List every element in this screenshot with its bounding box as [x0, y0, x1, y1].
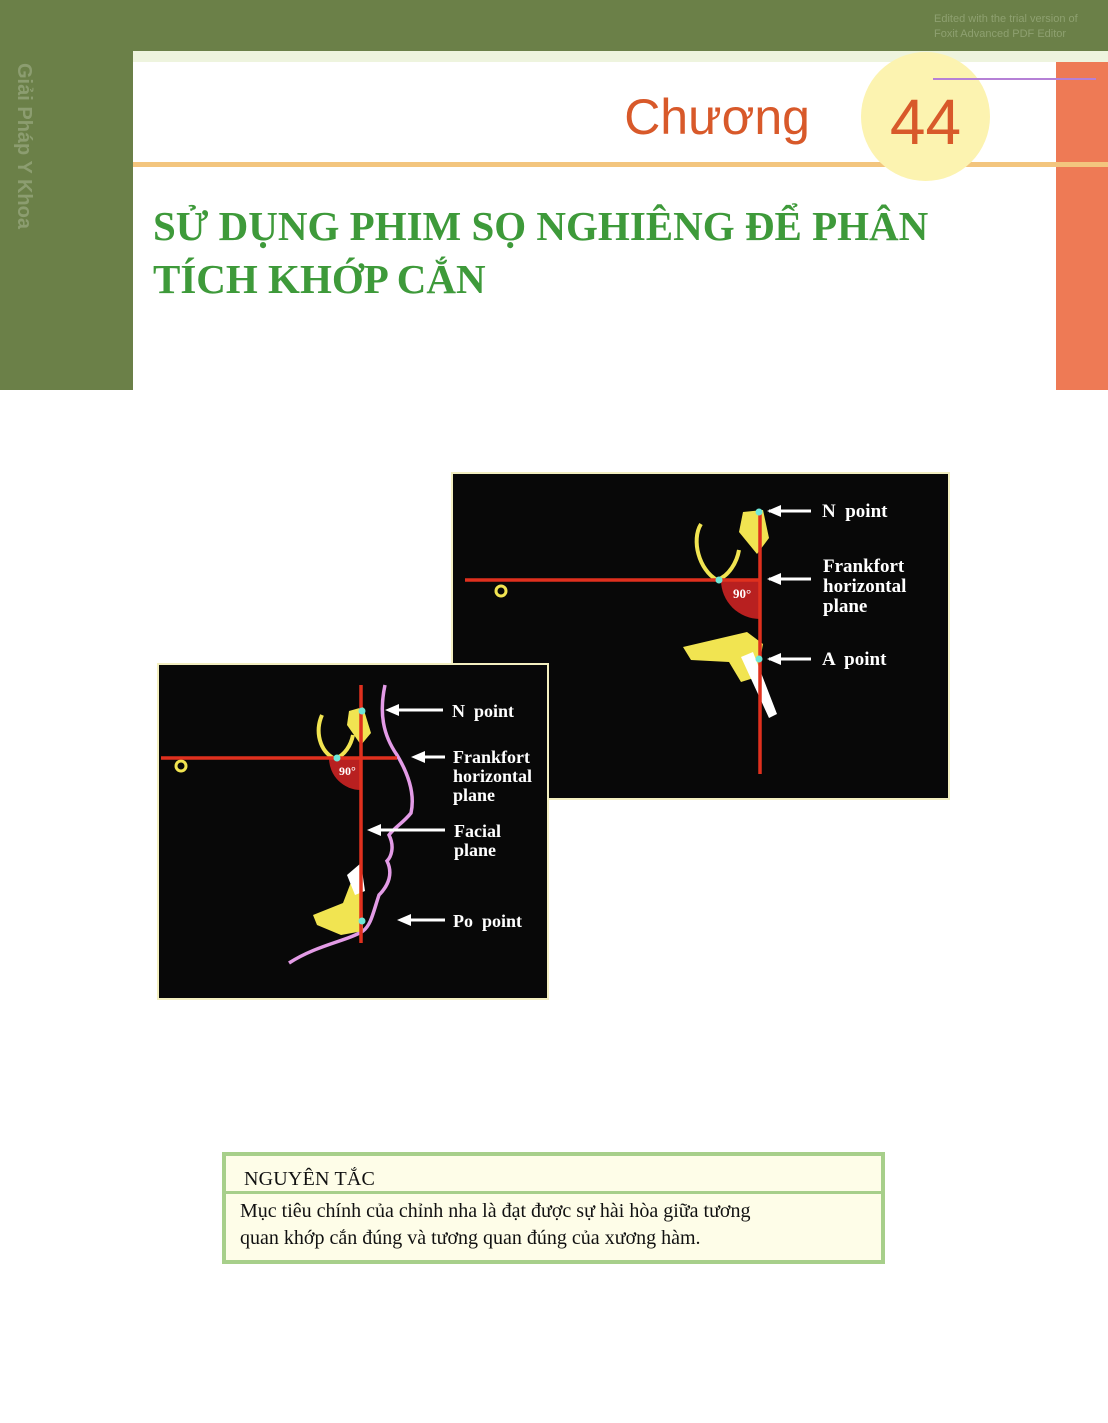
principle-heading: NGUYÊN TẮC — [226, 1156, 881, 1194]
principle-line-2: quan khớp cắn đúng và tương quan đúng của xương hàm. — [240, 1227, 701, 1249]
angle-label: 90° — [733, 586, 752, 601]
label-facial-2: plane — [454, 840, 497, 860]
principle-line-1: Mục tiêu chính của chỉnh nha là đạt được sự hài hòa giữa tương — [240, 1200, 751, 1222]
n-point-marker — [359, 708, 366, 715]
label-frankfort-2: horizontal — [453, 766, 532, 786]
chapter-title-line-1: SỬ DỤNG PHIM SỌ NGHIÊNG ĐỂ PHÂN — [153, 203, 929, 249]
chapter-number: 44 — [889, 86, 962, 158]
label-po-point: Po point — [453, 911, 523, 931]
running-title: Giải Pháp Y Khoa — [13, 63, 35, 229]
label-facial-1: Facial — [454, 821, 501, 841]
label-n-point: N point — [822, 501, 888, 522]
left-sidebar-band — [0, 51, 133, 390]
label-frankfort-1: Frankfort — [823, 556, 905, 577]
label-a-point: A point — [822, 649, 887, 670]
label-frankfort-1: Frankfort — [453, 747, 530, 767]
principle-text — [226, 1194, 881, 1252]
label-n-point: N point — [452, 701, 515, 721]
angle-label: 90° — [339, 764, 356, 778]
label-frankfort-3: plane — [453, 785, 496, 805]
figure-facial-plane-po-point — [157, 663, 549, 1000]
chapter-title-line-2: TÍCH KHỚP CẮN — [153, 256, 486, 302]
watermark-line-1: Edited with the trial version of — [934, 13, 1078, 25]
editor-watermark — [934, 12, 1104, 42]
orbitale-marker — [716, 577, 723, 584]
chapter-title — [153, 200, 1033, 306]
header-light-strip — [133, 51, 1108, 62]
label-frankfort-3: plane — [823, 596, 868, 617]
label-frankfort-2: horizontal — [823, 576, 907, 597]
decorative-purple-line — [933, 78, 1096, 80]
right-accent-bar — [1056, 62, 1108, 390]
watermark-line-2: Foxit Advanced PDF Editor — [934, 28, 1067, 40]
orbitale-marker — [334, 755, 341, 762]
principle-box — [222, 1152, 885, 1264]
chapter-label: Chương — [624, 89, 810, 145]
a-point-marker — [756, 656, 763, 663]
n-point-marker — [756, 509, 763, 516]
po-point-marker — [359, 918, 366, 925]
